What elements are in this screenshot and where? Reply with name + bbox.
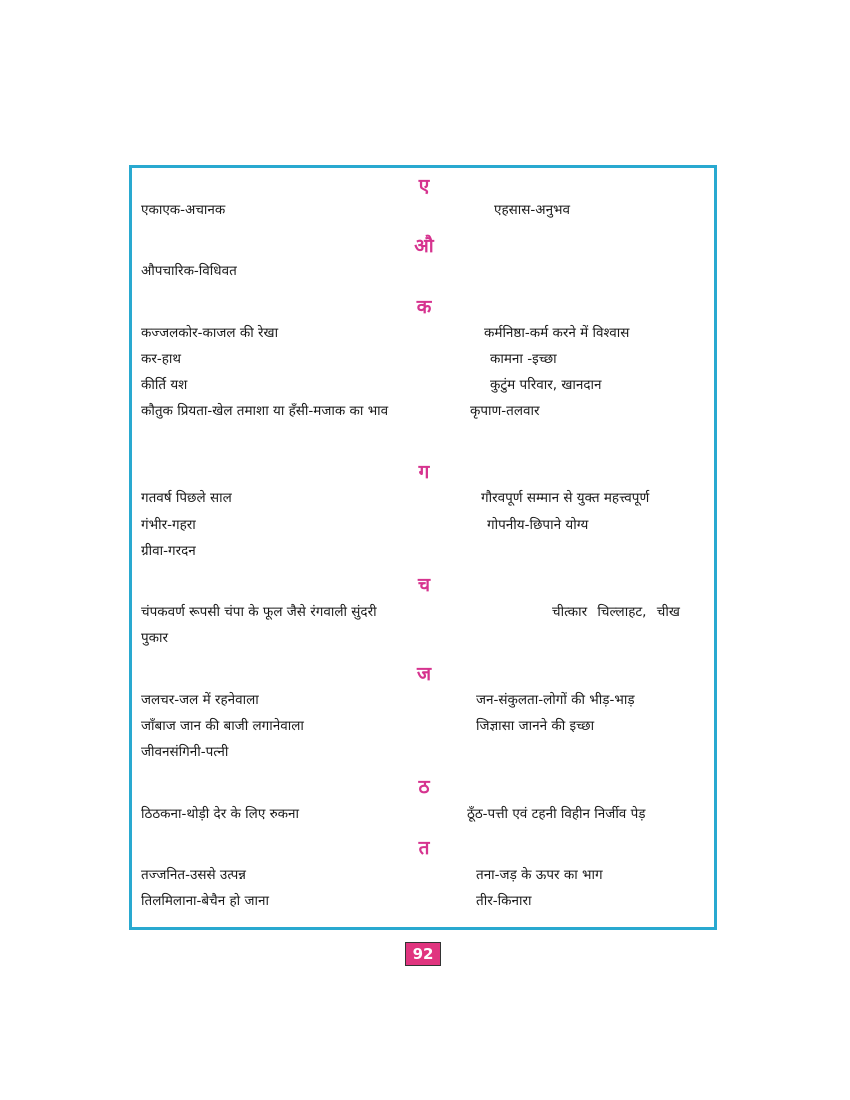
glossary-entry: चंपकवर्ण रूपसी चंपा के फूल जैसे रंगवाली सुंदरी <box>141 604 377 620</box>
glossary-entry: तज्जनित-उससे उत्पन्न <box>141 867 246 883</box>
section-letter-au: औ <box>414 235 434 257</box>
section-letter-cha: च <box>417 574 431 596</box>
glossary-entry: कामना -इच्छा <box>490 351 557 367</box>
glossary-entry: गतवर्ष पिछले साल <box>141 490 232 506</box>
glossary-entry: जिज्ञासा जानने की इच्छा <box>476 718 595 734</box>
glossary-entry: कौतुक प्रियता-खेल तमाशा या हँसी-मजाक का भाव <box>141 403 389 419</box>
glossary-entry: कर्मनिष्ठा-कर्म करने में विश्वास <box>484 325 630 341</box>
glossary-entry: एकाएक-अचानक <box>141 202 226 218</box>
glossary-entry: कर-हाथ <box>141 351 182 367</box>
glossary-entry: औपचारिक-विधिवत <box>141 263 237 279</box>
glossary-entry: जाँबाज जान की बाजी लगानेवाला <box>141 718 304 734</box>
glossary-entry: कृपाण-तलवार <box>470 403 540 419</box>
section-letter-ta: त <box>418 837 430 859</box>
glossary-entry: ग्रीवा-गरदन <box>141 543 196 559</box>
glossary-entry: तीर-किनारा <box>476 893 532 909</box>
glossary-entry: कीर्ति यश <box>141 377 188 393</box>
glossary-entry: तना-जड़ के ऊपर का भाग <box>476 867 603 883</box>
glossary-entry: एहसास-अनुभव <box>494 202 571 218</box>
page-number-badge: 92 <box>405 942 441 966</box>
glossary-entry: गंभीर-गहरा <box>141 517 196 533</box>
glossary-entry: ठिठकना-थोड़ी देर के लिए रुकना <box>141 806 300 822</box>
glossary-entry: पुकार <box>141 630 169 646</box>
section-letter-e: ए <box>418 175 430 197</box>
glossary-entry: जलचर-जल में रहनेवाला <box>141 692 259 708</box>
section-letter-ga: ग <box>418 461 430 483</box>
glossary-entry: कज्जलकोर-काजल की रेखा <box>141 325 279 341</box>
glossary-entry: चीत्कार चिल्लाहट, चीख <box>552 604 680 620</box>
glossary-entry: तिलमिलाना-बेचैन हो जाना <box>141 893 269 909</box>
glossary-entry: ठूँठ-पत्ती एवं टहनी विहीन निर्जीव पेड़ <box>467 806 646 822</box>
glossary-entry: कुटुंम परिवार, खानदान <box>490 377 602 393</box>
glossary-entry: गोपनीय-छिपाने योग्य <box>487 517 589 533</box>
section-letter-ka: क <box>416 296 432 318</box>
glossary-entry: जीवनसंगिनी-पत्नी <box>141 744 229 760</box>
section-letter-tha: ठ <box>418 776 430 798</box>
glossary-entry: गौरवपूर्ण सम्मान से युक्त महत्त्वपूर्ण <box>481 490 650 506</box>
section-letter-ja: ज <box>416 663 432 685</box>
glossary-entry: जन-संकुलता-लोगों की भीड़-भाड़ <box>476 692 635 708</box>
